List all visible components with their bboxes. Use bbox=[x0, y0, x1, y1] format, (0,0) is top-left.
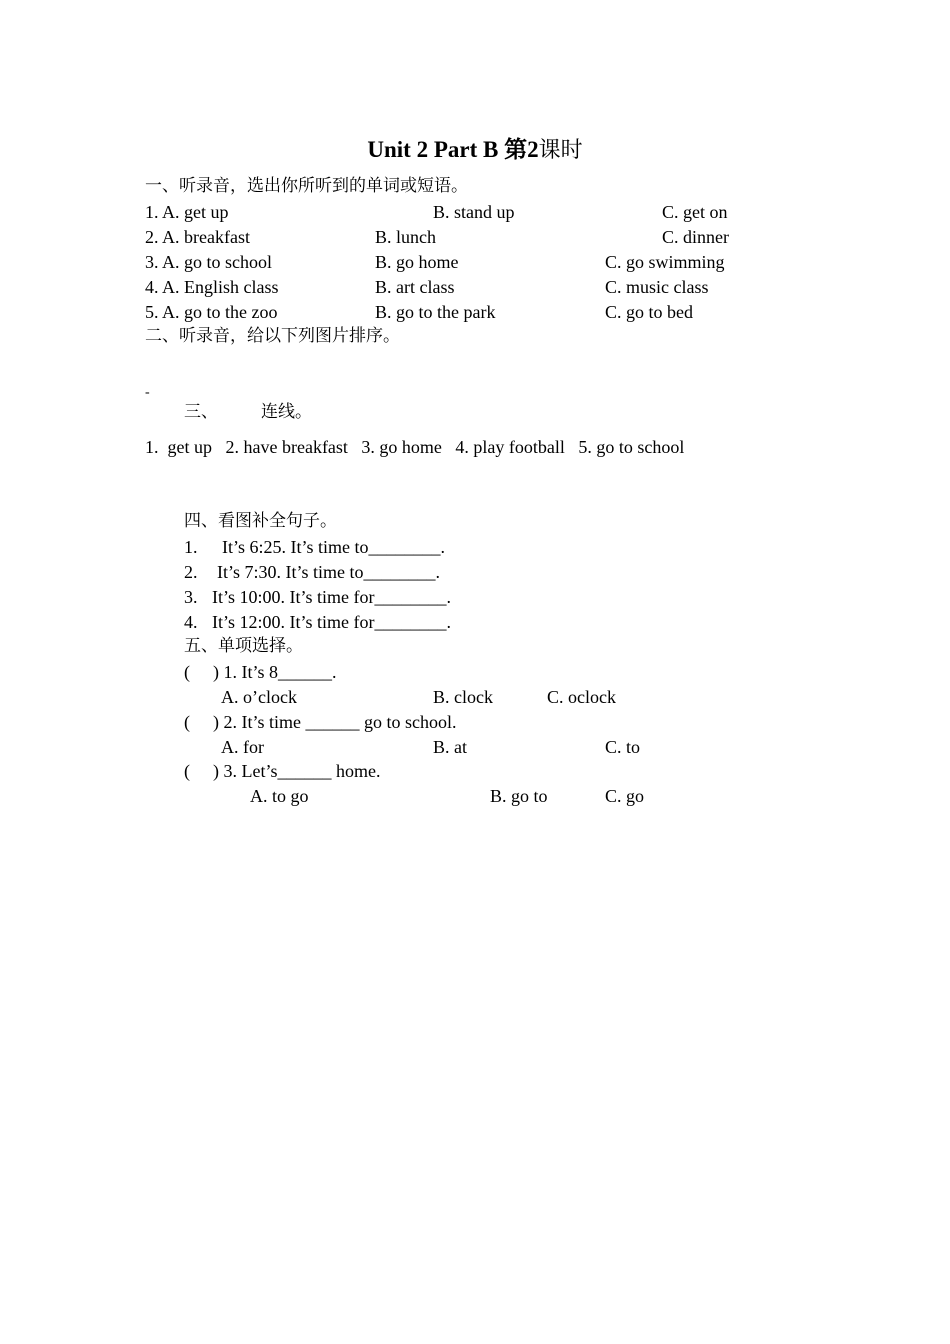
s1-q4-option-c: C. music class bbox=[605, 277, 709, 297]
s5-q3-stem: ) 3. Let’s______ home. bbox=[213, 761, 381, 781]
s5-q3-option-a: A. to go bbox=[250, 786, 309, 806]
s5-q1-paren: ( bbox=[184, 662, 190, 682]
s4-item1-text: It’s 6:25. It’s time to________. bbox=[222, 537, 445, 557]
s1-q2-option-c: C. dinner bbox=[662, 227, 729, 247]
section5-heading: 五、单项选择。 bbox=[184, 636, 303, 656]
title-tail: 课时 bbox=[538, 138, 583, 163]
s5-q2-option-b: B. at bbox=[433, 737, 467, 757]
s5-q1-option-c: C. oclock bbox=[547, 687, 616, 707]
section1-heading: 一、听录音，选出你所听到的单词或短语。 bbox=[145, 176, 468, 196]
s5-q3-option-b: B. go to bbox=[490, 786, 548, 806]
s1-q5-option-b: B. go to the park bbox=[375, 302, 496, 322]
s4-item1-number: 1. bbox=[184, 537, 198, 557]
s4-item3-number: 3. bbox=[184, 587, 198, 607]
s5-q1-option-b: B. clock bbox=[433, 687, 493, 707]
s5-q2-stem: ) 2. It’s time ______ go to school. bbox=[213, 712, 457, 732]
s1-q5-option-a: 5. A. go to the zoo bbox=[145, 302, 278, 322]
s1-q2-option-b: B. lunch bbox=[375, 227, 436, 247]
s1-q4-option-b: B. art class bbox=[375, 277, 455, 297]
s1-q1-option-b: B. stand up bbox=[433, 202, 515, 222]
section2-mark: - bbox=[145, 385, 150, 400]
title-num: 2 bbox=[527, 137, 539, 162]
section2-heading: 二、听录音，给以下列图片排序。 bbox=[145, 326, 400, 346]
s1-q4-option-a: 4. A. English class bbox=[145, 277, 279, 297]
s4-item4-number: 4. bbox=[184, 612, 198, 632]
section3-number: 三、 bbox=[184, 402, 218, 422]
page-title bbox=[0, 136, 950, 165]
section3-items: 1. get up 2. have breakfast 3. go home 4. play football 5. go to school bbox=[145, 437, 685, 457]
s4-item3-text: It’s 10:00. It’s time for________. bbox=[212, 587, 451, 607]
s1-q2-option-a: 2. A. breakfast bbox=[145, 227, 250, 247]
s4-item4-text: It’s 12:00. It’s time for________. bbox=[212, 612, 451, 632]
s1-q3-option-b: B. go home bbox=[375, 252, 459, 272]
section4-heading: 四、看图补全句子。 bbox=[184, 511, 337, 531]
s1-q3-option-a: 3. A. go to school bbox=[145, 252, 273, 272]
s1-q1-option-a: 1. A. get up bbox=[145, 202, 229, 222]
section3-label: 连线。 bbox=[261, 402, 312, 422]
s5-q1-option-a: A. o’clock bbox=[221, 687, 297, 707]
s5-q3-option-c: C. go bbox=[605, 786, 645, 806]
s5-q2-paren: ( bbox=[184, 712, 190, 732]
s5-q2-option-c: C. to bbox=[605, 737, 641, 757]
title-main: Unit 2 Part B 第 bbox=[367, 137, 528, 162]
s1-q1-option-c: C. get on bbox=[662, 202, 728, 222]
s4-item2-text: It’s 7:30. It’s time to________. bbox=[217, 562, 440, 582]
s5-q1-stem: ) 1. It’s 8______. bbox=[213, 662, 337, 682]
s5-q3-paren: ( bbox=[184, 761, 190, 781]
s1-q3-option-c: C. go swimming bbox=[605, 252, 725, 272]
s5-q2-option-a: A. for bbox=[221, 737, 264, 757]
s1-q5-option-c: C. go to bed bbox=[605, 302, 693, 322]
s4-item2-number: 2. bbox=[184, 562, 198, 582]
